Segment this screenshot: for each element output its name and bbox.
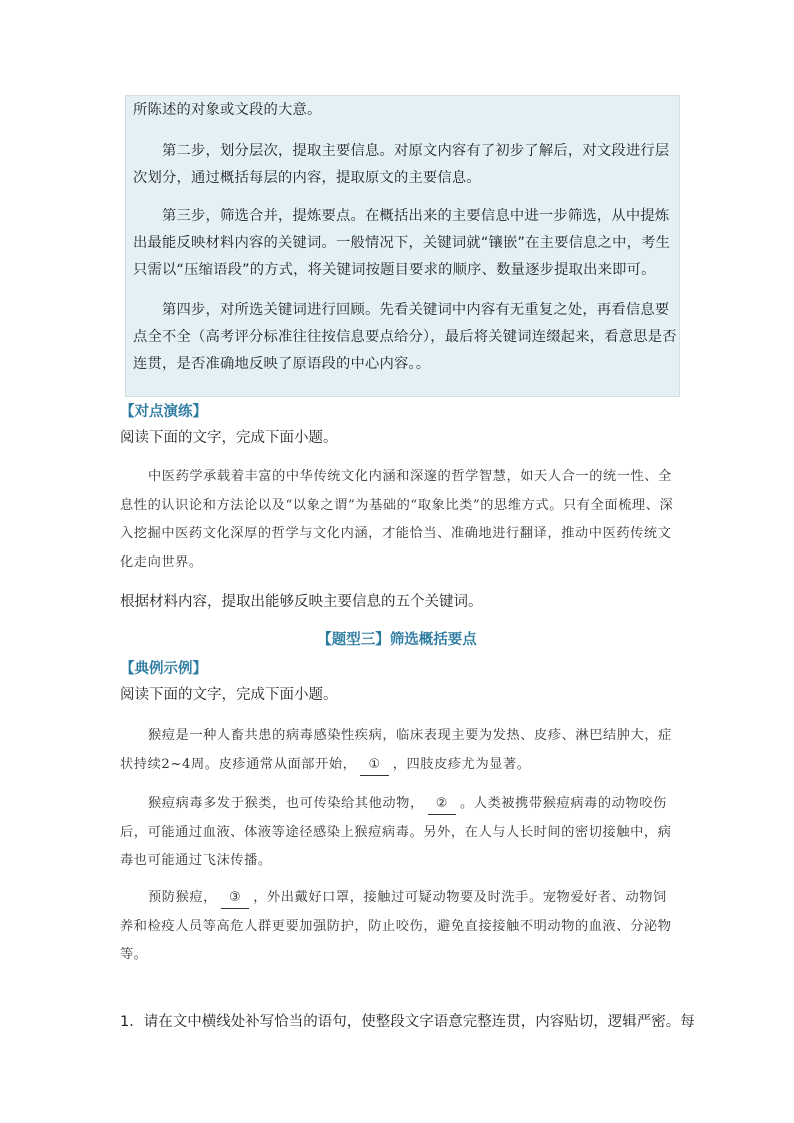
- blank-2: ②: [428, 795, 456, 815]
- box-paragraph-step2: 第二步，划分层次，提取主要信息。对原文内容有了初步了解后，对文段进行层次划分，通过概括每层的内容，提取原文的主要信息。: [133, 143, 670, 186]
- paragraph-text: 预防猴痘，: [148, 890, 217, 905]
- paragraph-text: ，外出戴好口罩，接触过可疑动物要及时洗手。宠物爱好者、动物饲养和检疫人员等高危人群更要加强防护，防止咬伤，避免直接接触不明动物的血液、分泌物等。: [120, 890, 672, 962]
- blank-3: ③: [221, 889, 249, 909]
- practice-question: 根据材料内容，提取出能够反映主要信息的五个关键词。: [120, 594, 483, 610]
- practice-instruction: 阅读下面的文字，完成下面小题。: [120, 430, 338, 446]
- section-title-type3: 【题型三】筛选概括要点: [317, 632, 477, 648]
- box-paragraph-step4: 第四步，对所选关键词进行回顾。先看关键词中内容有无重复之处，再看信息要点全不全（高考评分标准往往按信息要点给分），最后将关键词连缀起来，看意思是否连贯，是否准确地反映了原语段的中心内容。。: [133, 302, 677, 372]
- monkeypox-paragraph-1: [120, 722, 680, 779]
- example-heading: 【典例示例】: [120, 661, 207, 677]
- paragraph-text: 。人类被携带猴痘病毒的动物咬伤后，可能通过血液、体液等途径感染上猴痘病毒。另外，在人与人长时间的密切接触中，病毒也可能通过飞沫传播。: [120, 796, 672, 868]
- box-paragraph-step3: 第三步，筛选合并，提炼要点。在概括出来的主要信息中进一步筛选，从中提炼出最能反映材料内容的关键词。一般情况下，关键词就“镶嵌”在主要信息之中，考生只需以“压缩语段”的方式，将关键词按题目要求的顺序、数量逐步提取出来即可。: [133, 208, 671, 278]
- question-1: 1．请在文中横线处补写恰当的语句，使整段文字语意完整连贯，内容贴切，逻辑严密。每: [120, 1014, 695, 1030]
- paragraph-text: 猴痘病毒多发于猴类，也可传染给其他动物，: [148, 796, 424, 811]
- monkeypox-paragraph-3: [120, 884, 680, 970]
- practice-heading: 【对点演练】: [120, 404, 207, 420]
- tcm-passage: 中医药学承载着丰富的中华传统文化内涵和深邃的哲学智慧，如天人合一的统一性、全息性的认识论和方法论以及“以象之谓”为基础的“取象比类”的思维方式。只有全面梳理、深入挖掘中医药文化深厚的哲学与文化内涵，才能恰当、准确地进行翻译，推动中医药传统文化走向世界。: [120, 469, 674, 570]
- method-steps-box: [125, 95, 680, 397]
- example-instruction: 阅读下面的文字，完成下面小题。: [120, 687, 338, 703]
- paragraph-text: ，四肢皮疹尤为显著。: [392, 756, 531, 772]
- paragraph-text: 猴痘是一种人畜共患的病毒感染性疾病，临床表现主要为发热、皮疹、淋巴结肿大，症状持续2~4周。皮疹通常从面部开始，: [120, 728, 672, 772]
- box-paragraph-0: 所陈述的对象或文段的大意。: [133, 102, 322, 118]
- monkeypox-paragraph-2: [120, 790, 680, 876]
- blank-1: ①: [360, 756, 388, 776]
